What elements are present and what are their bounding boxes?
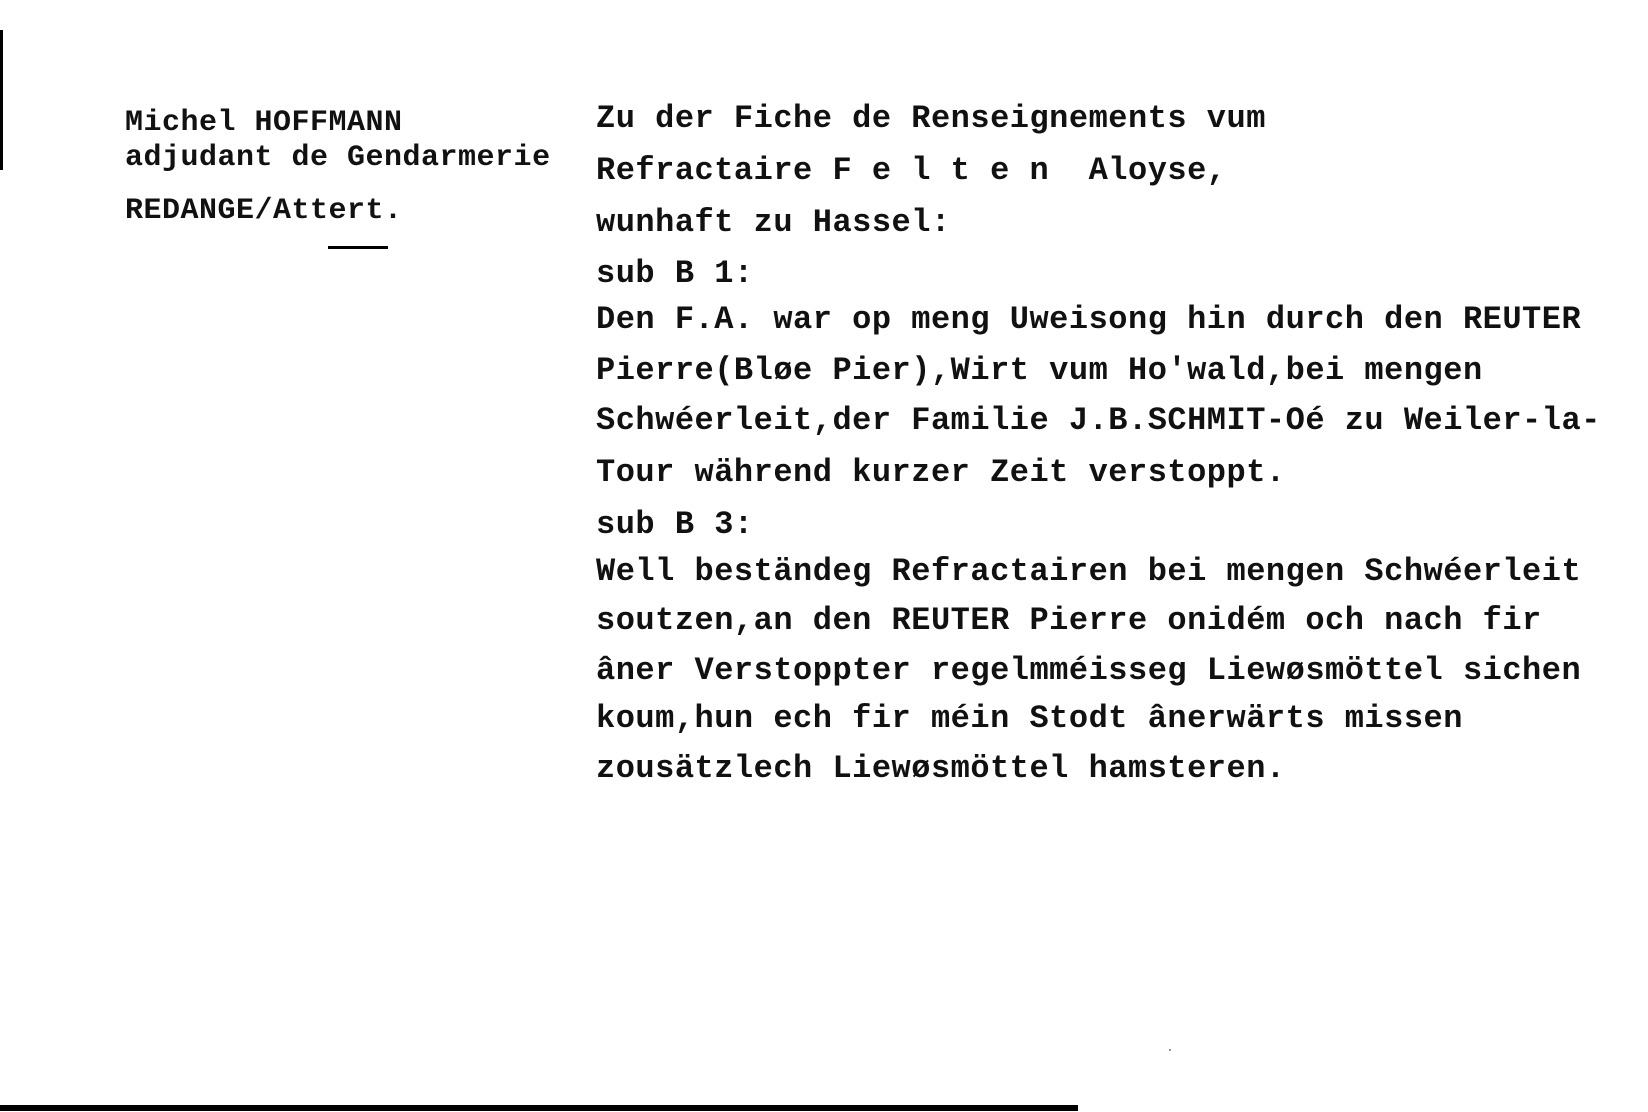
sender-underline xyxy=(328,246,388,249)
section-b1-heading: sub B 1: xyxy=(596,255,754,292)
section-b3-heading: sub B 3: xyxy=(596,506,754,543)
bottom-rule xyxy=(0,1105,1078,1111)
header-line-1: Zu der Fiche de Renseignements vum xyxy=(596,100,1266,137)
header-line-2: Refractaire F e l t e n Aloyse, xyxy=(596,152,1227,189)
section-b3-line: âner Verstoppter regelmméisseg Liewøsmöttel sichen xyxy=(596,652,1582,689)
section-b1-line: Den F.A. war op meng Uweisong hin durch den REUTER xyxy=(596,301,1582,338)
section-b3-line: zousätzlech Liewøsmöttel hamsteren. xyxy=(596,750,1286,787)
section-b3-line: soutzen,an den REUTER Pierre onidém och nach fir xyxy=(596,602,1542,639)
section-b1-line: Tour während kurzer Zeit verstoppt. xyxy=(596,454,1286,491)
paper-speck xyxy=(1169,1049,1171,1051)
section-b3-line: Well beständeg Refractairen bei mengen Schwéerleit xyxy=(596,553,1582,590)
sender-title: adjudant de Gendarmerie xyxy=(125,141,551,175)
section-b1-line: Schwéerleit,der Familie J.B.SCHMIT-Oé zu Weiler-la- xyxy=(596,402,1601,439)
left-edge-mark xyxy=(0,30,3,170)
section-b1-line: Pierre(Bløe Pier),Wirt vum Ho'wald,bei mengen xyxy=(596,352,1483,389)
sender-name: Michel HOFFMANN xyxy=(125,106,403,140)
section-b3-line: koum,hun ech fir méin Stodt ânerwärts missen xyxy=(596,700,1463,737)
header-line-3: wunhaft zu Hassel: xyxy=(596,204,951,241)
sender-location: REDANGE/Attert. xyxy=(125,194,403,228)
